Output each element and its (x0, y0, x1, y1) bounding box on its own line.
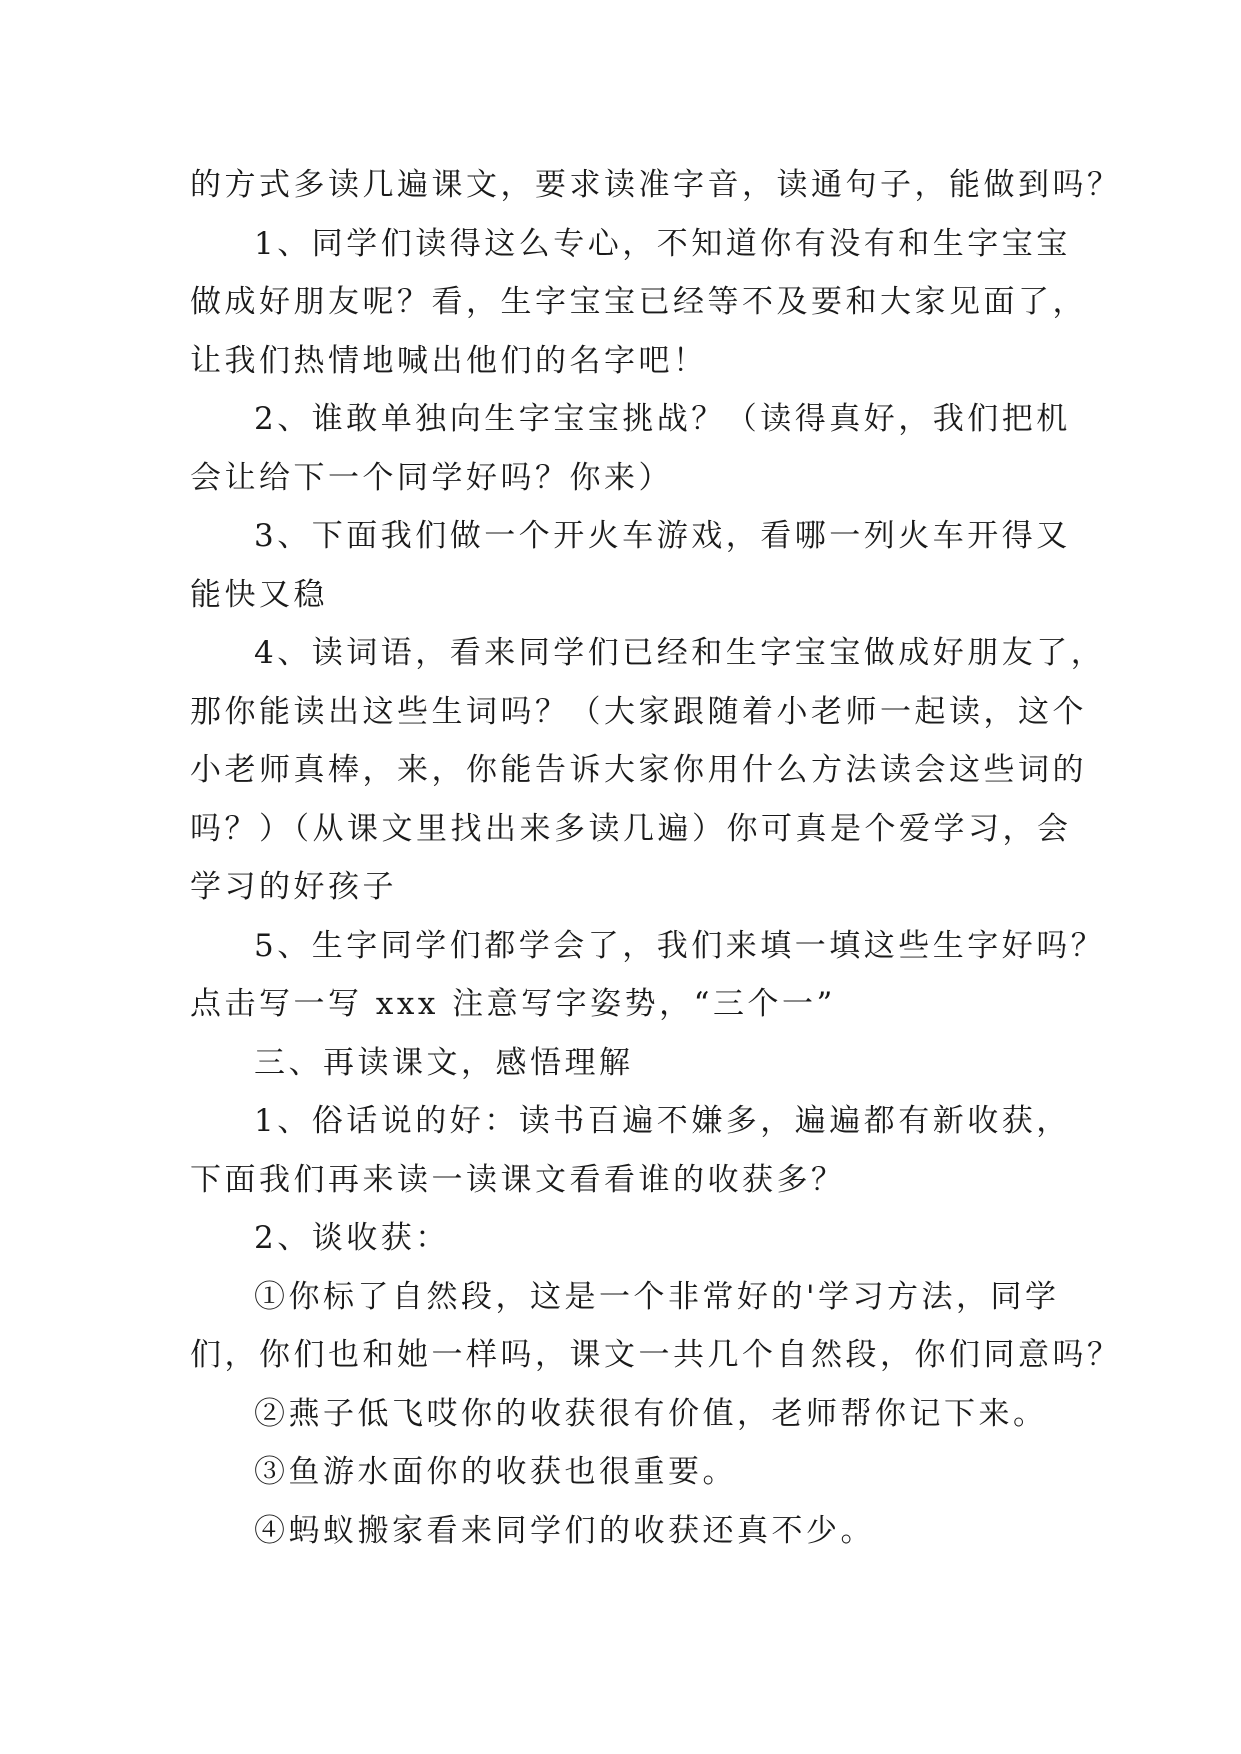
paragraph-step-2-challenge (190, 390, 1070, 507)
document-body (190, 156, 1122, 1560)
text-line: 2、谈收获： (254, 1220, 450, 1256)
text-line: 的方式多读几遍课文，要求读准字音，读通句子，能做到吗？ (190, 167, 1122, 203)
paragraph-harvest-3 (190, 1443, 1070, 1502)
paragraph-reread-step-1 (190, 1092, 1070, 1209)
text-line: 让我们热情地喊出他们的名字吧！ (190, 342, 708, 379)
paragraph-harvest-4 (190, 1502, 1070, 1561)
paragraph-step-1-meet-characters (190, 215, 1087, 391)
paragraph-reread-step-2 (190, 1209, 1070, 1268)
text-line: 2、谁敢单独向生字宝宝挑战？（读得真好，我们把机 (254, 401, 1071, 437)
text-line: 1、俗话说的好：读书百遍不嫌多，遍遍都有新收获， (254, 1103, 1071, 1139)
text-line: 能快又稳 (190, 576, 328, 613)
paragraph-continuation (190, 156, 1122, 215)
text-line: 5、生字同学们都学会了，我们来填一填这些生字好吗？ (254, 927, 1106, 964)
section-heading-reread (190, 1034, 1070, 1093)
text-line: 点击写一写 xxx 注意写字姿势，“三个一” (190, 986, 836, 1022)
paragraph-harvest-2 (190, 1385, 1070, 1444)
text-line: 们，你们也和她一样吗，课文一共几个自然段，你们同意吗？ (190, 1337, 1122, 1373)
text-line: ①你标了自然段，这是一个非常好的'学习方法，同学 (254, 1278, 1060, 1315)
text-line: 1、同学们读得这么专心，不知道你有没有和生字宝宝 (254, 225, 1071, 262)
text-line: 4、读词语，看来同学们已经和生字宝宝做成好朋友了， (254, 635, 1106, 671)
text-line: 学习的好孩子 (190, 869, 397, 905)
text-line: ③鱼游水面你的收获也很重要。 (254, 1454, 737, 1490)
text-line: 三、再读课文，感悟理解 (254, 1044, 634, 1081)
text-line: 那你能读出这些生词吗？（大家跟随着小老师一起读，这个 (190, 693, 1087, 730)
text-line: 3、下面我们做一个开火车游戏，看哪一列火车开得又 (254, 518, 1071, 554)
text-line: 会让给下一个同学好吗？你来） (190, 459, 673, 496)
paragraph-step-3-train-game (190, 507, 1070, 624)
text-line: 小老师真棒，来，你能告诉大家你用什么方法读会这些词的 (190, 752, 1087, 788)
text-line: ④蚂蚁搬家看来同学们的收获还真不少。 (254, 1512, 875, 1549)
paragraph-harvest-1 (190, 1268, 1122, 1385)
text-line: 下面我们再来读一读课文看看谁的收获多？ (190, 1161, 846, 1198)
text-line: 吗？）（从课文里找出来多读几遍）你可真是个爱学习，会 (190, 810, 1072, 847)
paragraph-step-5-write-characters (190, 917, 1106, 1034)
paragraph-step-4-read-words (190, 624, 1106, 917)
text-line: ②燕子低飞哎你的收获很有价值，老师帮你记下来。 (254, 1395, 1048, 1432)
text-line: 做成好朋友呢？看，生字宝宝已经等不及要和大家见面了， (190, 284, 1087, 320)
